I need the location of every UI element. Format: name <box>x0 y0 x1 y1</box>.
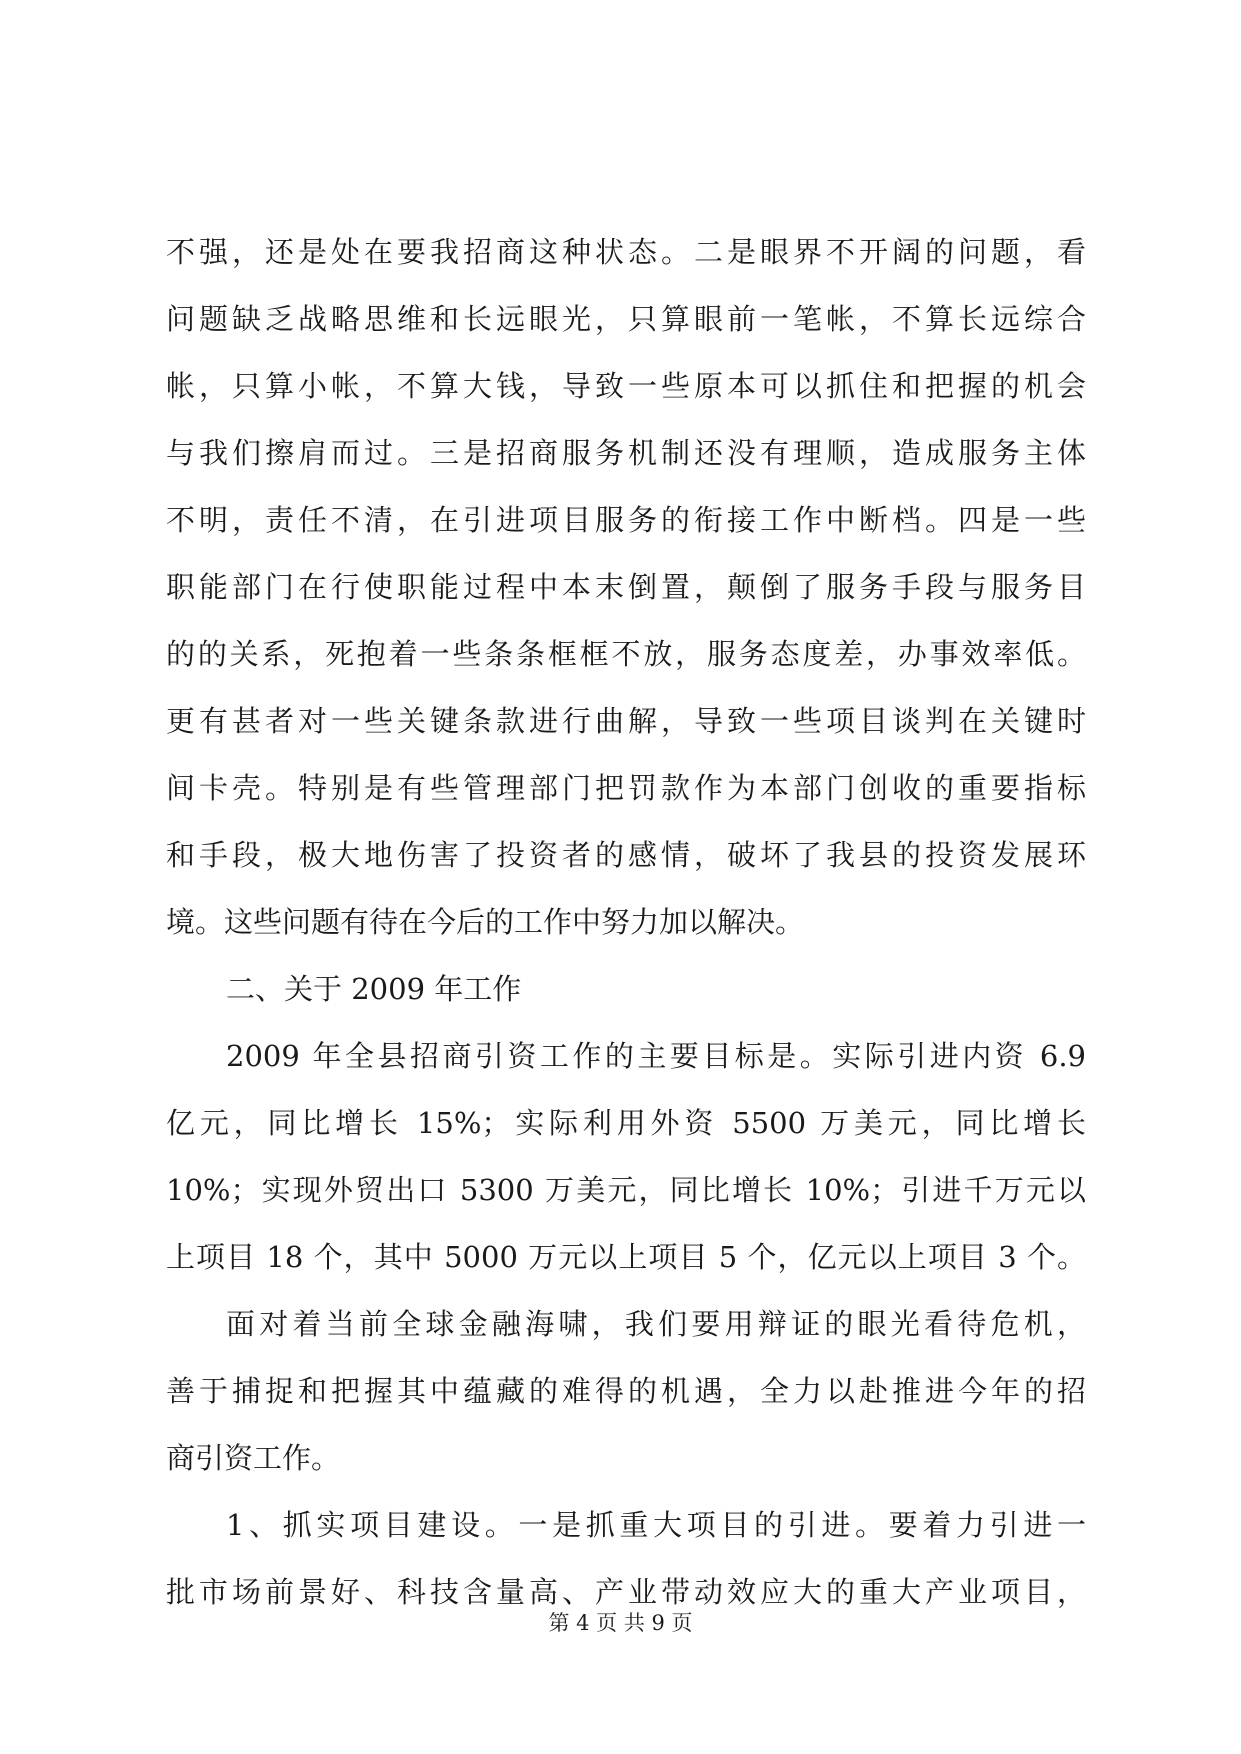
body-line: 2009 年全县招商引资工作的主要目标是。实际引进内资 6.9 <box>226 1039 1086 1073</box>
body-line: 境。这些问题有待在今后的工作中努力加以解决。 <box>166 905 805 939</box>
body-line: 帐，只算小帐，不算大钱，导致一些原本可以抓住和把握的机会 <box>166 369 1086 403</box>
body-line: 不强，还是处在要我招商这种状态。二是眼界不开阔的问题，看 <box>166 235 1086 269</box>
body-line: 批市场前景好、科技含量高、产业带动效应大的重大产业项目， <box>166 1575 1086 1609</box>
section-heading: 二、关于 2009 年工作 <box>226 972 522 1006</box>
body-line: 更有甚者对一些关键条款进行曲解，导致一些项目谈判在关键时 <box>166 704 1086 738</box>
body-line: 和手段，极大地伤害了投资者的感情，破坏了我县的投资发展环 <box>166 838 1086 872</box>
body-line: 的的关系，死抱着一些条条框框不放，服务态度差，办事效率低。 <box>166 637 1086 671</box>
body-line: 问题缺乏战略思维和长远眼光，只算眼前一笔帐，不算长远综合 <box>166 302 1086 336</box>
body-line: 1、抓实项目建设。一是抓重大项目的引进。要着力引进一 <box>226 1508 1086 1542</box>
body-line: 间卡壳。特别是有些管理部门把罚款作为本部门创收的重要指标 <box>166 771 1086 805</box>
body-line: 上项目 18 个，其中 5000 万元以上项目 5 个，亿元以上项目 3 个。 <box>166 1240 1086 1274</box>
body-line: 与我们擦肩而过。三是招商服务机制还没有理顺，造成服务主体 <box>166 436 1086 470</box>
body-line: 亿元，同比增长 15%；实际利用外资 5500 万美元，同比增长 <box>166 1106 1086 1140</box>
body-line: 商引资工作。 <box>166 1441 341 1475</box>
body-line: 不明，责任不清，在引进项目服务的衔接工作中断档。四是一些 <box>166 503 1086 537</box>
body-line: 善于捕捉和把握其中蕴藏的难得的机遇，全力以赴推进今年的招 <box>166 1374 1086 1408</box>
page-number-footer: 第 4 页 共 9 页 <box>548 1611 693 1635</box>
body-line: 面对着当前全球金融海啸，我们要用辩证的眼光看待危机， <box>226 1307 1086 1341</box>
body-line: 职能部门在行使职能过程中本末倒置，颠倒了服务手段与服务目 <box>166 570 1086 604</box>
body-line: 10%；实现外贸出口 5300 万美元，同比增长 10%；引进千万元以 <box>166 1173 1086 1207</box>
